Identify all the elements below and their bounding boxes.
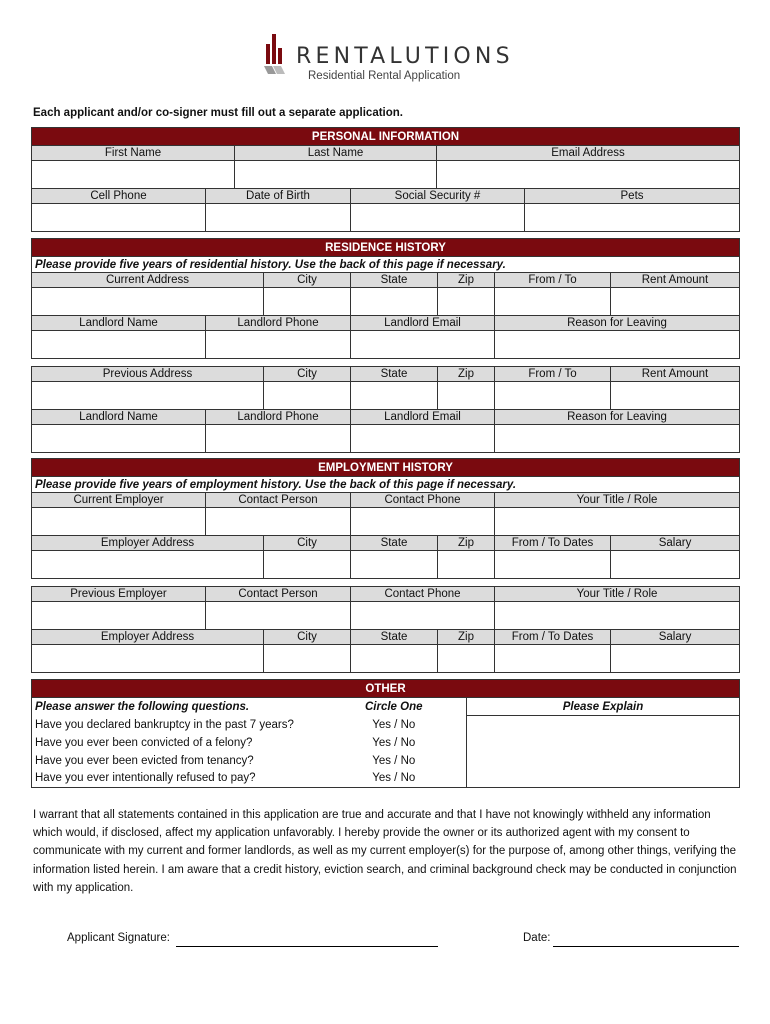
label-current-address: Current Address [32, 273, 264, 288]
current-employer-field[interactable] [32, 508, 206, 536]
emp-zip-field[interactable] [438, 551, 495, 579]
warrant-statement: I warrant that all statements contained in this application are true and accurate and that I have not knowingly withheld any information which would, if disclosed, affect my application unfavorably. I hereby provide the owner or its authorized agent with my consent to communicate with my current and former landlords, as well as my current employer(s) for the purpose of, among other things, verifying the information listed herein. I am aware that a credit history, eviction search, and criminal background check may be conducted in conjunction with my application. [33, 809, 737, 894]
residence-header: RESIDENCE HISTORY [32, 239, 740, 257]
question-bankruptcy: Have you declared bankruptcy in the past 7 years? [32, 716, 322, 734]
label-zip: Zip [438, 367, 495, 382]
label-employer-address: Employer Address [32, 630, 264, 645]
zip-field[interactable] [438, 288, 495, 316]
label-ssn: Social Security # [351, 189, 525, 204]
label-zip: Zip [438, 536, 495, 551]
previous-residence-table [31, 366, 740, 453]
prev-state-field[interactable] [351, 382, 438, 410]
label-city: City [264, 367, 351, 382]
label-title-role: Your Title / Role [495, 587, 740, 602]
label-current-employer: Current Employer [32, 493, 206, 508]
answer-felony[interactable]: Yes / No [372, 736, 416, 749]
date-label: Date: [523, 932, 551, 944]
label-pets: Pets [525, 189, 740, 204]
prev-contact-person-field[interactable] [206, 602, 351, 630]
other-header: OTHER [32, 680, 740, 698]
prev-landlord-phone-field[interactable] [206, 425, 351, 453]
label-from-to-dates: From / To Dates [495, 630, 611, 645]
applicant-signature-line[interactable] [176, 946, 438, 947]
label-cell-phone: Cell Phone [32, 189, 206, 204]
prev-landlord-name-field[interactable] [32, 425, 206, 453]
label-zip: Zip [438, 273, 495, 288]
label-contact-person: Contact Person [206, 587, 351, 602]
label-title-role: Your Title / Role [495, 493, 740, 508]
label-state: State [351, 630, 438, 645]
personal-header: PERSONAL INFORMATION [32, 128, 740, 146]
question-felony: Have you ever been convicted of a felony? [32, 734, 322, 752]
prev-from-to-field[interactable] [495, 382, 611, 410]
residence-table [31, 238, 740, 359]
label-contact-phone: Contact Phone [351, 493, 495, 508]
employment-note: Please provide five years of employment history. Use the back of this page if necessary. [32, 477, 740, 493]
brand-logo [262, 30, 514, 86]
previous-employment-table [31, 586, 740, 673]
prev-reason-leaving-field[interactable] [495, 425, 740, 453]
label-contact-phone: Contact Phone [351, 587, 495, 602]
label-reason-leaving: Reason for Leaving [495, 410, 740, 425]
label-landlord-name: Landlord Name [32, 410, 206, 425]
employment-table [31, 458, 740, 579]
label-city: City [264, 273, 351, 288]
circle-one-label: Circle One [364, 700, 423, 713]
ssn-field[interactable] [351, 204, 525, 232]
prev-city-field[interactable] [264, 382, 351, 410]
label-previous-address: Previous Address [32, 367, 264, 382]
contact-phone-field[interactable] [351, 508, 495, 536]
label-contact-person: Contact Person [206, 493, 351, 508]
last-name-field[interactable] [235, 161, 437, 189]
label-email: Email Address [437, 146, 740, 161]
city-field[interactable] [264, 288, 351, 316]
label-salary: Salary [611, 630, 740, 645]
label-rent-amount: Rent Amount [611, 367, 740, 382]
building-bars-icon [262, 30, 292, 78]
applicant-signature-label: Applicant Signature: [67, 932, 170, 944]
label-state: State [351, 367, 438, 382]
residence-note: Please provide five years of residential history. Use the back of this page if necessary. [32, 257, 740, 273]
label-rent-amount: Rent Amount [611, 273, 740, 288]
title-role-field[interactable] [495, 508, 740, 536]
label-salary: Salary [611, 536, 740, 551]
label-landlord-phone: Landlord Phone [206, 316, 351, 331]
please-explain-label: Please Explain [467, 698, 740, 716]
answer-evicted[interactable]: Yes / No [372, 754, 416, 767]
label-state: State [351, 536, 438, 551]
instruction-text: Each applicant and/or co-signer must fill out a separate application. [33, 107, 403, 119]
label-zip: Zip [438, 630, 495, 645]
label-landlord-email: Landlord Email [351, 316, 495, 331]
label-from-to: From / To [495, 273, 611, 288]
prev-salary-field[interactable] [611, 645, 740, 673]
landlord-email-field[interactable] [351, 331, 495, 359]
employer-address-field[interactable] [32, 551, 264, 579]
label-previous-employer: Previous Employer [32, 587, 206, 602]
current-address-field[interactable] [32, 288, 264, 316]
from-to-field[interactable] [495, 288, 611, 316]
personal-info-table [31, 127, 740, 232]
prev-emp-from-to-field[interactable] [495, 645, 611, 673]
pets-field[interactable] [525, 204, 740, 232]
label-reason-leaving: Reason for Leaving [495, 316, 740, 331]
brand-name: RENTALUTIONS [296, 44, 514, 69]
prev-landlord-email-field[interactable] [351, 425, 495, 453]
label-city: City [264, 630, 351, 645]
explain-field[interactable] [467, 716, 740, 788]
label-from-to: From / To [495, 367, 611, 382]
landlord-phone-field[interactable] [206, 331, 351, 359]
label-employer-address: Employer Address [32, 536, 264, 551]
label-first-name: First Name [32, 146, 235, 161]
answer-refused-pay[interactable]: Yes / No [322, 770, 467, 788]
question-evicted: Have you ever been evicted from tenancy? [32, 752, 322, 770]
previous-employer-field[interactable] [32, 602, 206, 630]
answer-bankruptcy[interactable]: Yes / No [372, 718, 416, 731]
rent-amount-field[interactable] [611, 288, 740, 316]
contact-person-field[interactable] [206, 508, 351, 536]
previous-address-field[interactable] [32, 382, 264, 410]
other-section [31, 679, 739, 788]
label-landlord-phone: Landlord Phone [206, 410, 351, 425]
date-line[interactable] [553, 946, 739, 947]
label-last-name: Last Name [235, 146, 437, 161]
emp-city-field[interactable] [264, 551, 351, 579]
prev-employer-address-field[interactable] [32, 645, 264, 673]
cell-phone-field[interactable] [32, 204, 206, 232]
prev-zip-field[interactable] [438, 382, 495, 410]
label-from-to-dates: From / To Dates [495, 536, 611, 551]
label-dob: Date of Birth [206, 189, 351, 204]
prev-contact-phone-field[interactable] [351, 602, 495, 630]
label-state: State [351, 273, 438, 288]
prev-rent-amount-field[interactable] [611, 382, 740, 410]
landlord-name-field[interactable] [32, 331, 206, 359]
prev-title-role-field[interactable] [495, 602, 740, 630]
prev-emp-zip-field[interactable] [438, 645, 495, 673]
email-field[interactable] [437, 161, 740, 189]
state-field[interactable] [351, 288, 438, 316]
employment-header: EMPLOYMENT HISTORY [32, 459, 740, 477]
reason-leaving-field[interactable] [495, 331, 740, 359]
dob-field[interactable] [206, 204, 351, 232]
label-city: City [264, 536, 351, 551]
emp-state-field[interactable] [351, 551, 438, 579]
brand-subtitle: Residential Rental Application [308, 70, 461, 82]
salary-field[interactable] [611, 551, 740, 579]
label-landlord-name: Landlord Name [32, 316, 206, 331]
question-refused-pay: Have you ever intentionally refused to pay? [32, 770, 322, 788]
label-landlord-email: Landlord Email [351, 410, 495, 425]
prev-emp-state-field[interactable] [351, 645, 438, 673]
other-prompt: Please answer the following questions. [32, 698, 322, 716]
emp-from-to-field[interactable] [495, 551, 611, 579]
prev-emp-city-field[interactable] [264, 645, 351, 673]
first-name-field[interactable] [32, 161, 235, 189]
